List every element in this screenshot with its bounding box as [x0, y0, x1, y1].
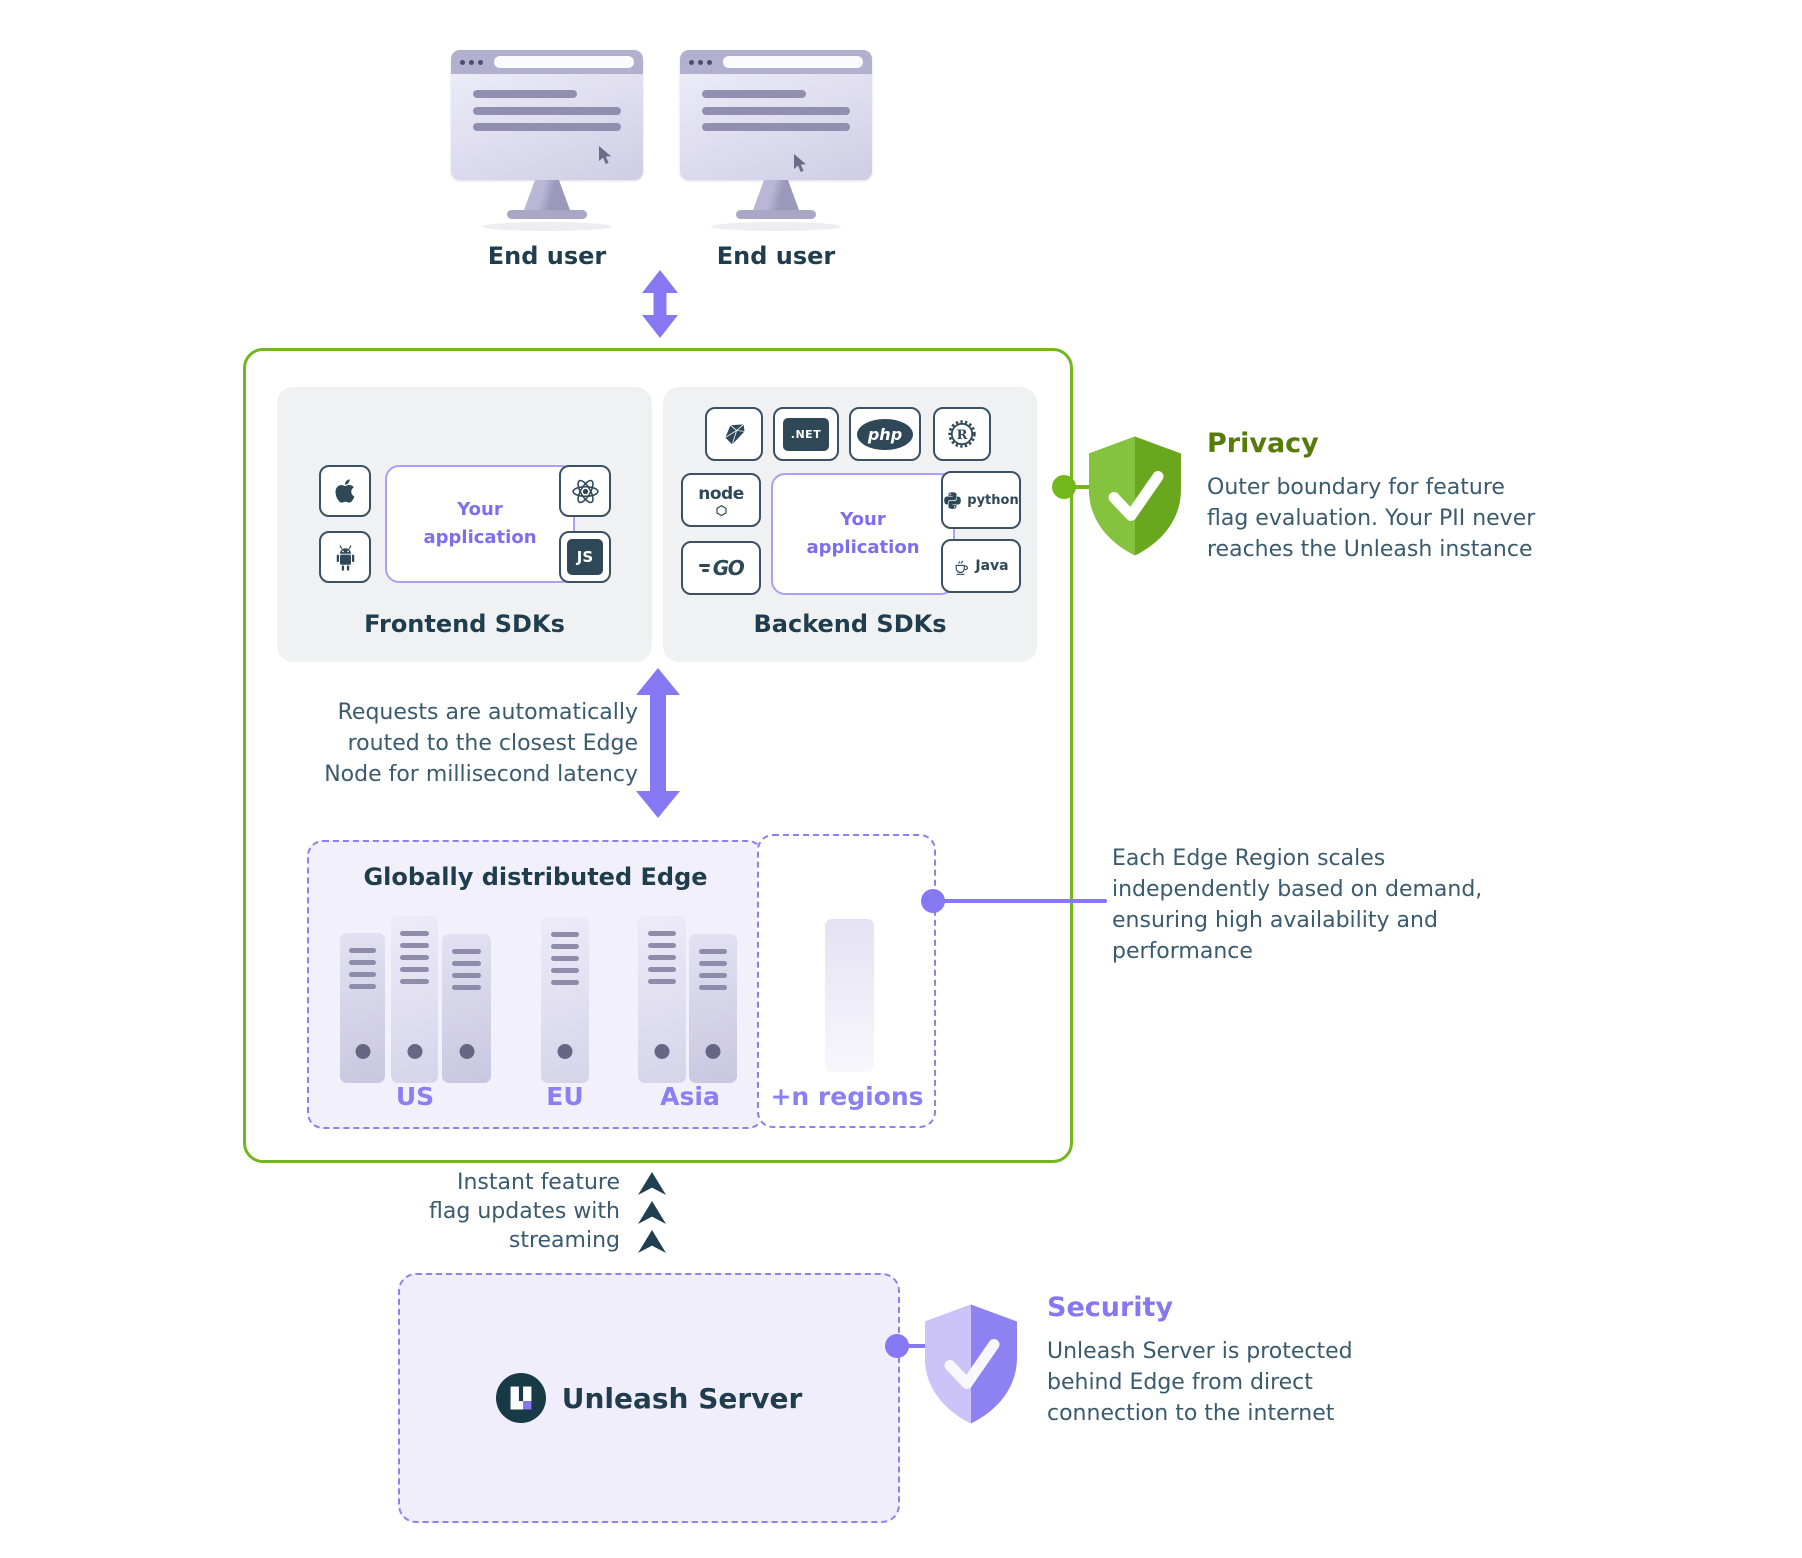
- server-tower: [391, 916, 438, 1083]
- privacy-shield-icon: [1085, 432, 1185, 560]
- frontend-your-application-box: [385, 465, 575, 583]
- end-user-label: End user: [716, 242, 836, 270]
- dotnet-icon: .NET: [773, 407, 839, 461]
- cursor-icon: [596, 145, 615, 166]
- monitor-foot: [736, 210, 816, 219]
- stream-up-arrow-icon: [638, 1201, 666, 1224]
- browser-toolbar: [451, 50, 643, 74]
- browser-window-illustration: [451, 50, 643, 180]
- edge-scaling-connector-line: [933, 899, 1107, 903]
- region-label-us: US: [395, 1082, 435, 1111]
- unleash-logo: [496, 1373, 546, 1423]
- region-label-asia: Asia: [660, 1082, 720, 1111]
- edge-title: Globally distributed Edge: [363, 863, 708, 891]
- nodejs-icon: node: [681, 473, 761, 527]
- server-tower-faded: [825, 919, 874, 1072]
- edge-scaling-connector-dot: [921, 889, 945, 913]
- privacy-description: Outer boundary for feature flag evaluation. Your PII never reaches the Unleash instance: [1207, 475, 1536, 562]
- routing-note: Requests are automatically routed to the closest Edge Node for millisecond latency: [324, 700, 638, 787]
- streaming-note: Instant feature flag updates with streaming: [429, 1170, 620, 1253]
- apple-icon: [319, 465, 371, 517]
- server-tower: [541, 917, 589, 1083]
- end-user-monitor: [451, 50, 643, 270]
- rust-icon: [933, 407, 991, 461]
- android-icon: [319, 531, 371, 583]
- edge-region-box: [307, 840, 764, 1129]
- security-connector-dot: [885, 1334, 909, 1358]
- stream-up-arrow-icon: [638, 1172, 666, 1195]
- double-arrow-sdk-edge-icon: [634, 668, 682, 818]
- region-label-eu: EU: [546, 1082, 584, 1111]
- your-application-label: Your application: [806, 509, 920, 558]
- java-icon: Java: [941, 539, 1021, 593]
- url-bar: [723, 56, 863, 68]
- browser-window-illustration: [680, 50, 872, 180]
- privacy-connector-dot: [1052, 475, 1076, 499]
- php-icon: php: [849, 407, 921, 461]
- server-tower: [638, 916, 686, 1083]
- security-shield-icon: [921, 1300, 1021, 1428]
- unleash-server-label: Unleash Server: [561, 1381, 803, 1415]
- monitor-stand: [753, 180, 799, 210]
- double-arrow-users-icon: [640, 270, 680, 338]
- end-user-label: End user: [487, 242, 607, 270]
- python-icon: python: [941, 471, 1021, 529]
- backend-your-application-box: [771, 473, 955, 595]
- your-application-label: Your application: [423, 499, 537, 548]
- security-description: Unleash Server is protected behind Edge from direct connection to the internet: [1047, 1339, 1353, 1426]
- backend-sdks-box: [663, 387, 1037, 662]
- frontend-sdks-box: [277, 387, 652, 662]
- backend-sdks-title: Backend SDKs: [753, 610, 947, 638]
- cursor-icon: [791, 153, 810, 174]
- end-user-monitor: [680, 50, 872, 270]
- ruby-icon: [705, 407, 763, 461]
- server-tower: [442, 934, 491, 1083]
- unleash-server-box: [398, 1273, 900, 1523]
- monitor-stand: [524, 180, 570, 210]
- go-icon: GO: [681, 541, 761, 595]
- privacy-title: Privacy: [1207, 428, 1319, 459]
- edge-scaling-description: Each Edge Region scales independently based on demand, ensuring high availability and performance: [1112, 846, 1483, 964]
- server-tower: [340, 933, 385, 1083]
- security-title: Security: [1047, 1292, 1174, 1323]
- frontend-sdks-title: Frontend SDKs: [364, 610, 565, 638]
- stream-up-arrow-icon: [638, 1230, 666, 1253]
- js-icon: JS: [559, 531, 611, 583]
- more-regions-box: [757, 834, 936, 1128]
- svg-text:R: R: [956, 427, 968, 443]
- browser-toolbar: [680, 50, 872, 74]
- more-regions-label: +n regions: [770, 1082, 924, 1111]
- react-icon: [559, 465, 611, 517]
- server-tower: [689, 934, 737, 1083]
- monitor-foot: [507, 210, 587, 219]
- url-bar: [494, 56, 634, 68]
